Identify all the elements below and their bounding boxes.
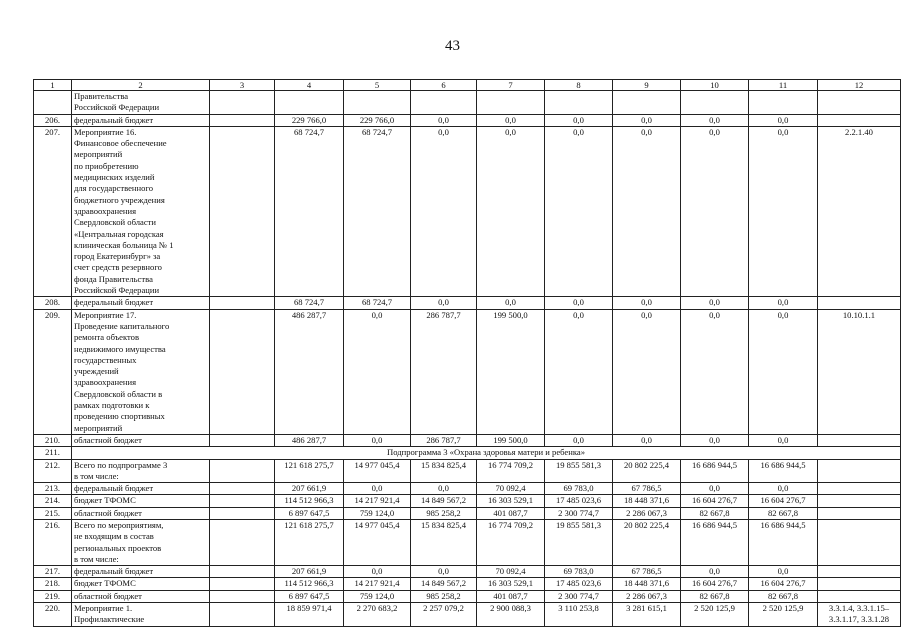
item-name: Мероприятие 17. Проведение капитального ремонта объектов недвижимого имущества государственных учреждений здравоохранения Свердловской области в рамках подготовки к проведению спортивных мероприятий [72, 309, 210, 434]
row-number: 215. [34, 507, 72, 519]
amount-cell: 0,0 [681, 483, 749, 495]
amount-cell: 16 686 944,5 [749, 519, 818, 565]
amount-cell: 67 786,5 [613, 483, 681, 495]
amount-cell: 401 087,7 [477, 590, 545, 602]
table-row [34, 459, 901, 483]
target-reference: 3.3.1.4, 3.3.1.15– 3.3.1.17, 3.3.1.28 [818, 603, 901, 627]
amount-cell: 0,0 [681, 114, 749, 126]
amount-cell: 199 500,0 [477, 309, 545, 434]
amount-cell: 0,0 [545, 126, 613, 296]
amount-cell: 0,0 [749, 126, 818, 296]
amount-cell: 2 300 774,7 [545, 507, 613, 519]
amount-cell: 15 834 825,4 [411, 459, 477, 483]
amount-cell: 0,0 [681, 297, 749, 309]
amount-cell: 69 783,0 [545, 483, 613, 495]
amount-cell [210, 459, 275, 483]
amount-cell: 0,0 [545, 434, 613, 446]
amount-cell [210, 114, 275, 126]
amount-cell: 229 766,0 [344, 114, 411, 126]
amount-cell: 0,0 [613, 297, 681, 309]
amount-cell: 0,0 [411, 126, 477, 296]
row-number: 208. [34, 297, 72, 309]
amount-cell: 759 124,0 [344, 507, 411, 519]
table-row [34, 507, 901, 519]
amount-cell: 16 604 276,7 [681, 495, 749, 507]
amount-cell: 2 257 079,2 [411, 603, 477, 627]
table-row [34, 519, 901, 565]
item-name: федеральный бюджет [72, 297, 210, 309]
amount-cell: 0,0 [477, 297, 545, 309]
amount-cell [613, 91, 681, 115]
amount-cell: 14 217 921,4 [344, 495, 411, 507]
amount-cell: 0,0 [613, 434, 681, 446]
amount-cell [210, 590, 275, 602]
amount-cell: 3 281 615,1 [613, 603, 681, 627]
amount-cell: 0,0 [477, 126, 545, 296]
row-number: 216. [34, 519, 72, 565]
table-row [34, 578, 901, 590]
amount-cell [210, 91, 275, 115]
amount-cell [681, 91, 749, 115]
column-header: 4 [275, 80, 344, 91]
amount-cell [749, 91, 818, 115]
amount-cell: 16 604 276,7 [749, 495, 818, 507]
amount-cell [275, 91, 344, 115]
item-name: федеральный бюджет [72, 566, 210, 578]
table-row [34, 114, 901, 126]
target-reference [818, 91, 901, 115]
amount-cell: 14 217 921,4 [344, 578, 411, 590]
target-reference [818, 507, 901, 519]
amount-cell: 0,0 [411, 114, 477, 126]
amount-cell: 229 766,0 [275, 114, 344, 126]
amount-cell: 16 774 709,2 [477, 459, 545, 483]
amount-cell: 16 604 276,7 [749, 578, 818, 590]
amount-cell: 14 977 045,4 [344, 519, 411, 565]
column-header: 2 [72, 80, 210, 91]
item-name: Мероприятие 16. Финансовое обеспечение мероприятий по приобретению медицинских изделий для государственного бюджетного учреждения здравоохранения Свердловской области «Центральная городская клиническая больница № 1 город Екатеринбург» за счет средств резервного фонда Правительства Российской Федерации [72, 126, 210, 296]
amount-cell: 70 092,4 [477, 566, 545, 578]
amount-cell: 18 448 371,6 [613, 495, 681, 507]
amount-cell: 0,0 [749, 566, 818, 578]
amount-cell: 114 512 966,3 [275, 578, 344, 590]
target-reference [818, 114, 901, 126]
amount-cell: 2 520 125,9 [681, 603, 749, 627]
amount-cell: 0,0 [749, 483, 818, 495]
amount-cell [210, 566, 275, 578]
amount-cell [545, 91, 613, 115]
amount-cell [210, 578, 275, 590]
column-header: 11 [749, 80, 818, 91]
amount-cell: 16 686 944,5 [681, 519, 749, 565]
amount-cell: 16 303 529,1 [477, 578, 545, 590]
amount-cell [210, 434, 275, 446]
target-reference [818, 495, 901, 507]
item-name: федеральный бюджет [72, 483, 210, 495]
item-name: бюджет ТФОМС [72, 578, 210, 590]
amount-cell: 0,0 [545, 297, 613, 309]
table-row [34, 447, 901, 459]
target-reference [818, 434, 901, 446]
amount-cell: 2 270 683,2 [344, 603, 411, 627]
amount-cell: 207 661,9 [275, 483, 344, 495]
amount-cell: 18 859 971,4 [275, 603, 344, 627]
amount-cell: 68 724,7 [275, 126, 344, 296]
column-header: 6 [411, 80, 477, 91]
item-name: федеральный бюджет [72, 114, 210, 126]
amount-cell: 6 897 647,5 [275, 507, 344, 519]
amount-cell: 286 787,7 [411, 309, 477, 434]
row-number: 219. [34, 590, 72, 602]
table-row [34, 603, 901, 627]
amount-cell: 14 849 567,2 [411, 578, 477, 590]
amount-cell: 0,0 [749, 114, 818, 126]
amount-cell: 0,0 [411, 483, 477, 495]
row-number: 213. [34, 483, 72, 495]
amount-cell [344, 91, 411, 115]
item-name: областной бюджет [72, 590, 210, 602]
amount-cell: 0,0 [749, 309, 818, 434]
amount-cell: 16 774 709,2 [477, 519, 545, 565]
amount-cell [210, 507, 275, 519]
amount-cell: 0,0 [411, 297, 477, 309]
amount-cell: 207 661,9 [275, 566, 344, 578]
amount-cell: 0,0 [613, 126, 681, 296]
target-reference [818, 483, 901, 495]
amount-cell: 114 512 966,3 [275, 495, 344, 507]
amount-cell: 16 686 944,5 [749, 459, 818, 483]
target-reference: 10.10.1.1 [818, 309, 901, 434]
table-row [34, 495, 901, 507]
amount-cell [210, 483, 275, 495]
amount-cell: 3 110 253,8 [545, 603, 613, 627]
item-name: Всего по мероприятиям, не входящим в состав региональных проектов в том числе: [72, 519, 210, 565]
item-name: бюджет ТФОМС [72, 495, 210, 507]
table-row [34, 590, 901, 602]
target-reference: 2.2.1.40 [818, 126, 901, 296]
amount-cell: 0,0 [613, 114, 681, 126]
amount-cell: 286 787,7 [411, 434, 477, 446]
row-number: 209. [34, 309, 72, 434]
amount-cell: 2 900 088,3 [477, 603, 545, 627]
column-header: 3 [210, 80, 275, 91]
amount-cell: 486 287,7 [275, 434, 344, 446]
amount-cell: 67 786,5 [613, 566, 681, 578]
table-row [34, 309, 901, 434]
amount-cell: 0,0 [749, 434, 818, 446]
row-number: 207. [34, 126, 72, 296]
amount-cell: 2 286 067,3 [613, 590, 681, 602]
amount-cell: 0,0 [344, 434, 411, 446]
row-number: 218. [34, 578, 72, 590]
amount-cell: 0,0 [545, 114, 613, 126]
amount-cell: 199 500,0 [477, 434, 545, 446]
amount-cell: 16 303 529,1 [477, 495, 545, 507]
amount-cell: 121 618 275,7 [275, 459, 344, 483]
column-header: 8 [545, 80, 613, 91]
target-reference [818, 459, 901, 483]
target-reference [818, 590, 901, 602]
amount-cell [477, 91, 545, 115]
column-header: 5 [344, 80, 411, 91]
table-row [34, 434, 901, 446]
amount-cell: 19 855 581,3 [545, 519, 613, 565]
amount-cell: 82 667,8 [681, 590, 749, 602]
amount-cell: 15 834 825,4 [411, 519, 477, 565]
target-reference [818, 519, 901, 565]
amount-cell: 18 448 371,6 [613, 578, 681, 590]
amount-cell: 121 618 275,7 [275, 519, 344, 565]
row-number: 212. [34, 459, 72, 483]
amount-cell: 0,0 [411, 566, 477, 578]
amount-cell: 20 802 225,4 [613, 459, 681, 483]
amount-cell [210, 603, 275, 627]
column-header: 1 [34, 80, 72, 91]
row-number: 210. [34, 434, 72, 446]
amount-cell [210, 297, 275, 309]
subprogram-title: Подпрограмма 3 «Охрана здоровья матери и ребенка» [72, 447, 901, 459]
amount-cell: 0,0 [681, 126, 749, 296]
amount-cell: 401 087,7 [477, 507, 545, 519]
target-reference [818, 578, 901, 590]
table-header-row [34, 80, 901, 91]
column-header: 7 [477, 80, 545, 91]
amount-cell: 16 686 944,5 [681, 459, 749, 483]
amount-cell: 70 092,4 [477, 483, 545, 495]
item-name: областной бюджет [72, 507, 210, 519]
amount-cell [210, 495, 275, 507]
row-number: 206. [34, 114, 72, 126]
column-header: 12 [818, 80, 901, 91]
amount-cell: 16 604 276,7 [681, 578, 749, 590]
budget-table [33, 79, 901, 627]
item-name: Мероприятие 1. Профилактические [72, 603, 210, 627]
amount-cell: 2 286 067,3 [613, 507, 681, 519]
amount-cell [210, 519, 275, 565]
amount-cell: 486 287,7 [275, 309, 344, 434]
amount-cell: 0,0 [545, 309, 613, 434]
amount-cell: 69 783,0 [545, 566, 613, 578]
row-number [34, 91, 72, 115]
amount-cell: 82 667,8 [749, 507, 818, 519]
amount-cell: 0,0 [681, 309, 749, 434]
table-row [34, 566, 901, 578]
amount-cell: 2 300 774,7 [545, 590, 613, 602]
amount-cell: 14 849 567,2 [411, 495, 477, 507]
table-row [34, 483, 901, 495]
row-number: 217. [34, 566, 72, 578]
item-name: Правительства Российской Федерации [72, 91, 210, 115]
row-number: 214. [34, 495, 72, 507]
amount-cell [411, 91, 477, 115]
amount-cell: 0,0 [344, 566, 411, 578]
amount-cell: 985 258,2 [411, 590, 477, 602]
amount-cell: 0,0 [613, 309, 681, 434]
amount-cell: 0,0 [681, 434, 749, 446]
amount-cell: 0,0 [344, 483, 411, 495]
amount-cell [210, 126, 275, 296]
table-row [34, 91, 901, 115]
amount-cell: 68 724,7 [344, 297, 411, 309]
amount-cell: 19 855 581,3 [545, 459, 613, 483]
row-number: 211. [34, 447, 72, 459]
table-row [34, 126, 901, 296]
amount-cell: 985 258,2 [411, 507, 477, 519]
amount-cell: 68 724,7 [275, 297, 344, 309]
amount-cell: 68 724,7 [344, 126, 411, 296]
amount-cell: 17 485 023,6 [545, 578, 613, 590]
column-header: 10 [681, 80, 749, 91]
amount-cell: 20 802 225,4 [613, 519, 681, 565]
column-header: 9 [613, 80, 681, 91]
amount-cell: 17 485 023,6 [545, 495, 613, 507]
amount-cell: 2 520 125,9 [749, 603, 818, 627]
amount-cell: 82 667,8 [749, 590, 818, 602]
amount-cell: 0,0 [344, 309, 411, 434]
target-reference [818, 566, 901, 578]
amount-cell: 759 124,0 [344, 590, 411, 602]
amount-cell: 0,0 [749, 297, 818, 309]
amount-cell: 0,0 [477, 114, 545, 126]
row-number: 220. [34, 603, 72, 627]
item-name: Всего по подпрограмме 3 в том числе: [72, 459, 210, 483]
amount-cell: 82 667,8 [681, 507, 749, 519]
amount-cell: 6 897 647,5 [275, 590, 344, 602]
table-row [34, 297, 901, 309]
target-reference [818, 297, 901, 309]
amount-cell: 14 977 045,4 [344, 459, 411, 483]
item-name: областной бюджет [72, 434, 210, 446]
page-number: 43 [445, 38, 460, 54]
amount-cell [210, 309, 275, 434]
amount-cell: 0,0 [681, 566, 749, 578]
